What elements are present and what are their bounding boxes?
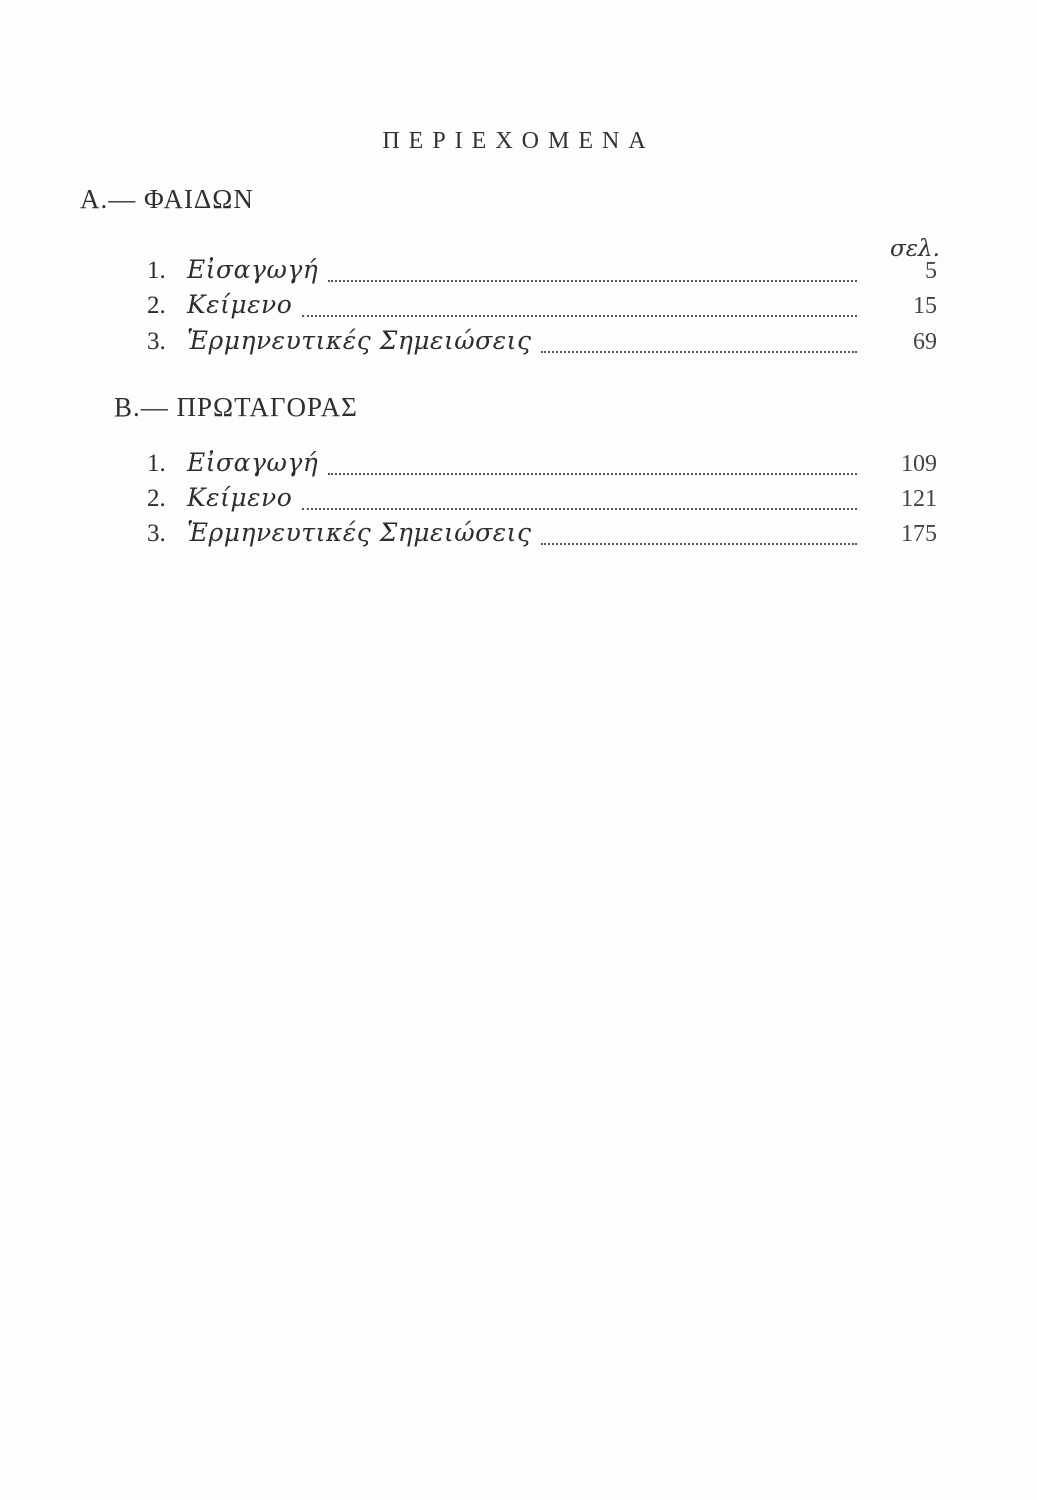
dot-leader	[328, 473, 857, 475]
dot-leader	[328, 280, 857, 282]
entry-title: Ἑρμηνευτικές Σημειώσεις	[187, 518, 532, 547]
entry-page-number: 175	[901, 521, 937, 547]
page-title: ΠΕΡΙΕΧΟΜΕΝΑ	[382, 128, 655, 154]
toc-entry[interactable]	[147, 326, 937, 366]
entry-number: 2.	[147, 485, 166, 512]
entry-title: Κείμενο	[187, 290, 293, 319]
dot-leader	[302, 315, 857, 317]
entry-title: Εἰσαγωγή	[187, 255, 319, 284]
toc-entry[interactable]	[147, 518, 937, 558]
toc-entry[interactable]	[147, 448, 937, 488]
toc-entry[interactable]	[147, 290, 937, 330]
toc-entry[interactable]	[147, 483, 937, 523]
entry-number: 3.	[147, 520, 166, 547]
toc-entry[interactable]	[147, 255, 937, 295]
entry-page-number: 5	[925, 258, 937, 284]
entry-title: Κείμενο	[187, 483, 293, 512]
entry-number: 1.	[147, 257, 166, 284]
entry-title: Ἑρμηνευτικές Σημειώσεις	[187, 326, 532, 355]
dot-leader	[541, 351, 857, 353]
entry-number: 1.	[147, 450, 166, 477]
entry-number: 3.	[147, 328, 166, 355]
entry-number: 2.	[147, 292, 166, 319]
section-heading-protagoras: Β.— ΠΡΩΤΑΓΟΡΑΣ	[114, 392, 358, 422]
section-heading-phaedo: Α.— ΦΑΙΔΩΝ	[80, 184, 254, 214]
entry-page-number: 15	[913, 293, 937, 319]
entry-page-number: 109	[901, 451, 937, 477]
entry-page-number: 69	[913, 329, 937, 355]
entry-title: Εἰσαγωγή	[187, 448, 319, 477]
page-column-label: σελ.	[890, 236, 940, 262]
dot-leader	[302, 508, 857, 510]
dot-leader	[541, 543, 857, 545]
entry-page-number: 121	[901, 486, 937, 512]
